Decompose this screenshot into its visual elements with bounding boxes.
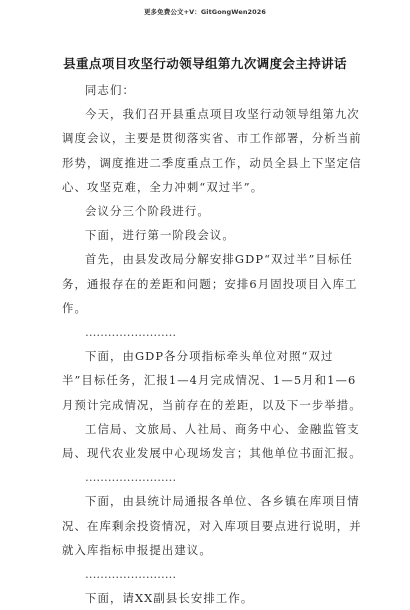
paragraph-first-item: 首先，由县发改局分解安排GDP“双过半”目标任务，通报存在的差距和问题；安排6月固投项目入库工作。 (62, 252, 358, 315)
document-title: 县重点项目攻坚行动领导组第九次调度会主持讲话 (63, 56, 347, 71)
document-body (62, 78, 362, 610)
paragraph-closing: 下面，请XX副县长安排工作。 (85, 591, 254, 606)
paragraph-statistics: 下面，由县统计局通报各单位、各乡镇在库项目情况、在库剩余投资情况，对入库项目要点进行说明，并就入库指标申报提出建议。 (62, 494, 362, 557)
paragraph-gdp-report: 下面，由GDP各分项指标牵头单位对照“双过半”目标任务，汇报1—4月完成情况、1—5月和1—6月预计完成情况，当前存在的差距，以及下一步举措。 (62, 349, 362, 412)
paragraph-speakers: 工信局、文旅局、人社局、商务中心、金融监管支局、现代农业发展中心现场发言；其他单位书面汇报。 (62, 421, 362, 461)
ellipsis-separator: …………………… (85, 470, 177, 485)
watermark-text: 更多免费公文+V：GitGongWen2026 (143, 8, 267, 16)
salutation: 同志们： (85, 83, 135, 97)
paragraph-opening: 今天，我们召开县重点项目攻坚行动领导组第九次调度会议，主要是贯彻落实省、市工作部署，分析当前形势，调度推进二季度重点工作，动员全县上下坚定信心、攻坚克难，全力冲刺“双过半”。 (62, 107, 362, 194)
ellipsis-separator: …………………… (85, 567, 177, 582)
paragraph-stage-one: 下面，进行第一阶段会议。 (85, 228, 235, 243)
paragraph-stages: 会议分三个阶段进行。 (85, 204, 210, 219)
ellipsis-separator: …………………… (85, 325, 177, 340)
